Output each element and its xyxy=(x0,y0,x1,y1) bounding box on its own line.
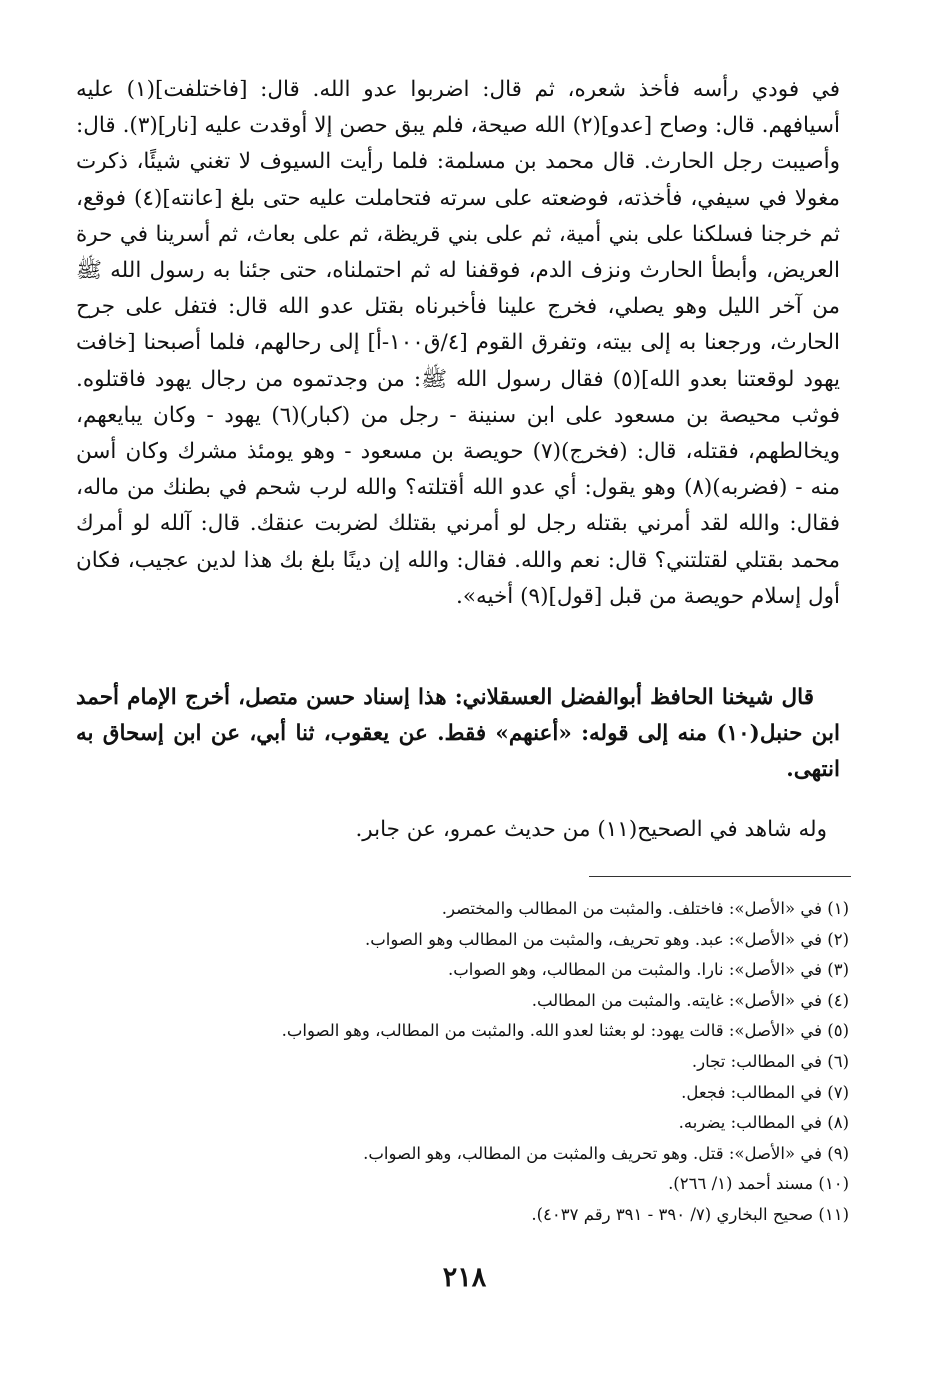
footnote-item: (٤) في «الأصل»: غايته. والمثبت من المطالب. xyxy=(531,990,849,1010)
footnote-item: (٣) في «الأصل»: نارا. والمثبت من المطالب، وهو الصواب. xyxy=(448,960,849,980)
quote-paragraph: قال شيخنا الحافظ أبوالفضل العسقلاني: هذا إسناد حسن متصل، أخرج الإمام أحمد ابن حنبل(١٠) منه إلى قوله: «أعنهم» فقط. عن يعقوب، ثنا أبي، عن ابن إسحاق به انتهى. xyxy=(76,685,840,782)
footnote-divider xyxy=(589,876,851,877)
page-number: ٢١٨ xyxy=(442,1262,487,1293)
footnote-item: (١٠) مسند أحمد (١/ ٢٦٦). xyxy=(668,1174,849,1194)
footnote-item: (٢) في «الأصل»: عبد. وهو تحريف، والمثبت من المطالب وهو الصواب. xyxy=(365,929,849,949)
footnote-item: (١١) صحيح البخاري (٧/ ٣٩٠ - ٣٩١ رقم ٤٠٣٧). xyxy=(531,1204,849,1224)
footnotes-list xyxy=(89,894,849,1231)
footnote-item: (٨) في المطالب: يضربه. xyxy=(678,1113,849,1133)
witness-paragraph: وله شاهد في الصحيح(١١) من حديث عمرو، عن جابر. xyxy=(355,817,827,842)
footnote-item: (٩) في «الأصل»: قتل. وهو تحريف والمثبت من المطالب، وهو الصواب. xyxy=(363,1143,849,1163)
hafiz-quote xyxy=(76,680,840,788)
footnote-item: (٥) في «الأصل»: قالت يهود: لو بعثنا لعدو الله. والمثبت من المطالب، وهو الصواب. xyxy=(281,1021,849,1041)
main-text xyxy=(76,72,840,615)
body-paragraph: في فودي رأسه فأخذ شعره، ثم قال: اضربوا عدو الله. قال: [فاختلفت](١) عليه أسيافهم. قال: وصاح [عدو](٢) الله صيحة، فلم يبق حصن إلا أوقدت عليه [نار](٣). قال: وأصيبت رجل الحارث. قال محمد بن مسلمة: فلما رأيت السيوف لا تغني شيئًا، ذكرت مغولا في سيفي، فأخذته، فوضعته على سرته فتحاملت عليه حتى بلغ [عانته](٤) فوقع، ثم خرجنا فسلكنا على بني أمية، ثم على بني قريظة، ثم على بعاث، ثم أسرينا في حرة العريض، وأبطأ الحارث ونزف الدم، فوقفنا له ثم احتملناه، حتى جئنا به رسول الله ﷺ من آخر الليل وهو يصلي، فخرج علينا فأخبرناه بقتل عدو الله قال: فتفل على جرح الحارث، ورجعنا به إلى بيته، وتفرق القوم [٤/ق١٠٠-أ] إلى رحالهم، فلما أصبحنا [خافت يهود لوقعتنا بعدو الله](٥) فقال رسول الله ﷺ: من وجدتموه من رجال يهود فاقتلوه. فوثب محيصة بن مسعود على ابن سنينة - رجل من (كبار)(٦) يهود - وكان يبايعهم، ويخالطهم، فقتله، قال: (فخرج)(٧) حويصة بن مسعود - وهو يومئذ مشرك وكان أسن منه - (فضربه)(٨) وهو يقول: أي عدو الله أقتلته؟ والله لرب شحم في بطنك من ماله، فقال: والله لقد أمرني بقتله رجل لو أمرني بقتلك لضربت عنقك. قال: آلله لو أمرك محمد بقتلي لقتلتني؟ قال: نعم والله. فقال: والله إن دينًا بلغ بك هذا لدين عجيب، فكان أول إسلام حويصة من قبل [قول](٩) أخيه». xyxy=(76,77,841,609)
footnote-item: (٧) في المطالب: فجعل. xyxy=(681,1082,849,1102)
witness-note xyxy=(133,812,853,848)
footnote-item: (١) في «الأصل»: فاختلف. والمثبت من المطالب والمختصر. xyxy=(441,899,849,918)
footnote-item: (٦) في المطالب: تجار. xyxy=(691,1051,849,1071)
